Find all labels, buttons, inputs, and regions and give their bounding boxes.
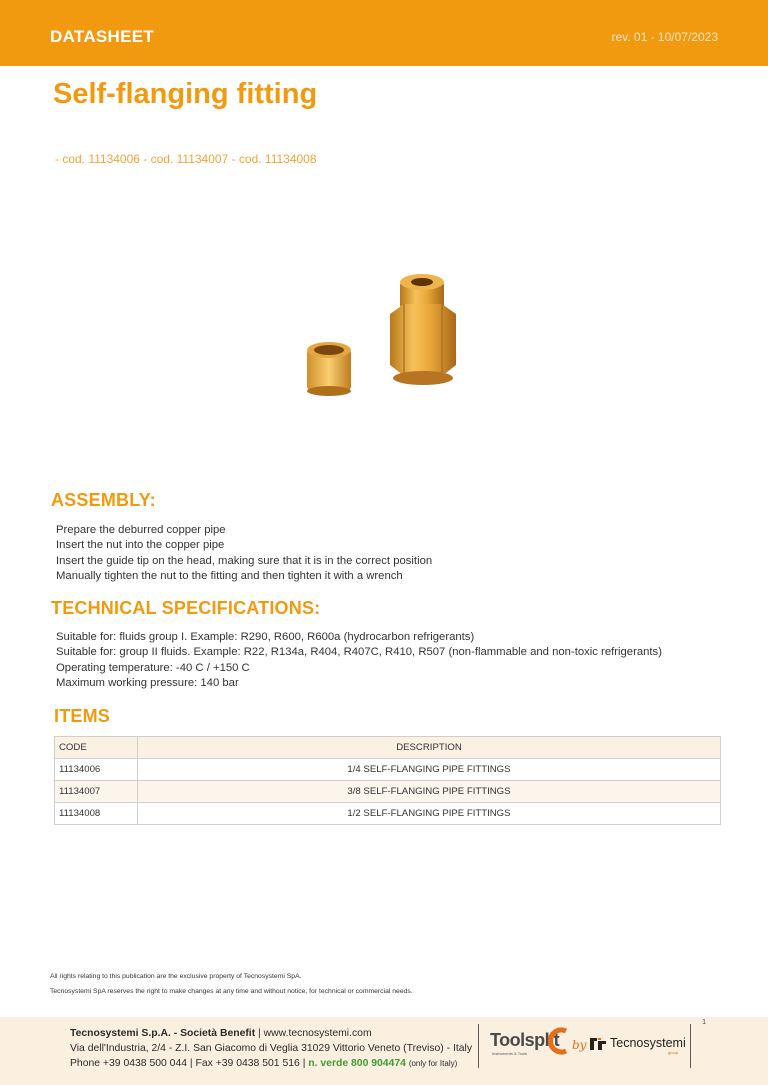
revision-date: rev. 01 - 10/07/2023 bbox=[611, 30, 718, 44]
spec-line: Suitable for: group II fluids. Example: R22, R134a, R404, R407C, R410, R507 (non-flammable and non-toxic refrigerants) bbox=[56, 646, 662, 659]
website-link[interactable]: www.tecnosystemi.com bbox=[263, 1028, 372, 1039]
tecnosystemi-group-label: group bbox=[668, 1050, 679, 1055]
spec-line: Suitable for: fluids group I. Example: R290, R600, R600a (hydrocarbon refrigerants) bbox=[56, 631, 475, 643]
toll-free-number: n. verde 800 904474 bbox=[308, 1058, 406, 1069]
toolsplit-c-icon bbox=[546, 1027, 568, 1055]
assembly-heading: ASSEMBLY: bbox=[51, 490, 156, 510]
footer-divider bbox=[690, 1024, 691, 1068]
separator: | bbox=[302, 1058, 309, 1069]
phone-number: Phone +39 0438 500 044 bbox=[70, 1058, 188, 1069]
product-image bbox=[290, 270, 480, 415]
item-code: 11134007 bbox=[55, 781, 138, 803]
spec-line: Maximum working pressure: 140 bar bbox=[56, 676, 239, 689]
by-label: by bbox=[572, 1038, 587, 1052]
page-number: 1 bbox=[702, 1019, 706, 1026]
table-row bbox=[55, 803, 721, 825]
fax-number: Fax +39 0438 501 516 bbox=[195, 1058, 300, 1069]
table-row bbox=[55, 781, 721, 803]
rights-notice: All rights relating to this publication are the exclusive property of Tecnosystemi SpA. bbox=[50, 973, 302, 980]
page-title: Self-flanging fitting bbox=[53, 78, 318, 110]
tecnosystemi-logo bbox=[590, 1036, 686, 1050]
separator: | bbox=[189, 1058, 196, 1069]
toolsplit-logo-text: Toolsplit bbox=[490, 1030, 560, 1050]
table-row bbox=[55, 759, 721, 781]
product-codes: - cod. 11134006 - cod. 11134007 - cod. 11134008 bbox=[55, 152, 317, 166]
assembly-steps bbox=[56, 523, 432, 584]
header-bar bbox=[0, 0, 768, 66]
assembly-step: Insert the nut into the copper pipe bbox=[56, 539, 225, 552]
toolsplit-tagline: Instruments & Tools bbox=[492, 1051, 528, 1056]
spec-line: Operating temperature: -40 C / +150 C bbox=[56, 661, 250, 674]
item-description: 1/2 SELF-FLANGING PIPE FITTINGS bbox=[138, 803, 721, 825]
item-description: 1/4 SELF-FLANGING PIPE FITTINGS bbox=[138, 759, 721, 781]
column-header-description: DESCRIPTION bbox=[138, 737, 721, 759]
specs-lines bbox=[56, 630, 662, 691]
tecnosystemi-logo-text: Tecnosystemi bbox=[610, 1036, 686, 1050]
specs-heading: TECHNICAL SPECIFICATIONS: bbox=[51, 598, 321, 618]
assembly-step: Insert the guide tip on the head, making sure that it is in the correct position bbox=[56, 554, 433, 567]
company-name: Tecnosystemi S.p.A. - Società Benefit bbox=[70, 1028, 256, 1039]
company-info bbox=[70, 1026, 472, 1071]
footer-divider bbox=[478, 1024, 479, 1068]
toll-free-note: (only for Italy) bbox=[408, 1059, 458, 1068]
tecnosystemi-mark-icon bbox=[590, 1038, 606, 1050]
items-table bbox=[54, 736, 721, 825]
column-header-code: CODE bbox=[55, 737, 138, 759]
separator: | bbox=[258, 1028, 264, 1039]
item-code: 11134006 bbox=[55, 759, 138, 781]
table-header-row bbox=[55, 737, 721, 759]
datasheet-label: DATASHEET bbox=[50, 27, 155, 46]
item-code: 11134008 bbox=[55, 803, 138, 825]
assembly-step: Manually tighten the nut to the fitting and then tighten it with a wrench bbox=[56, 569, 403, 582]
assembly-step: Prepare the deburred copper pipe bbox=[56, 524, 226, 536]
company-address: Via dell'Industria, 2/4 - Z.I. San Giacomo di Veglia 31029 Vittorio Veneto (Treviso) - Italy bbox=[70, 1043, 473, 1054]
item-description: 3/8 SELF-FLANGING PIPE FITTINGS bbox=[138, 781, 721, 803]
items-heading: ITEMS bbox=[54, 706, 111, 726]
changes-notice: Tecnosystemi SpA reserves the right to make changes at any time and without notice, for technical or commercial needs. bbox=[50, 988, 413, 995]
